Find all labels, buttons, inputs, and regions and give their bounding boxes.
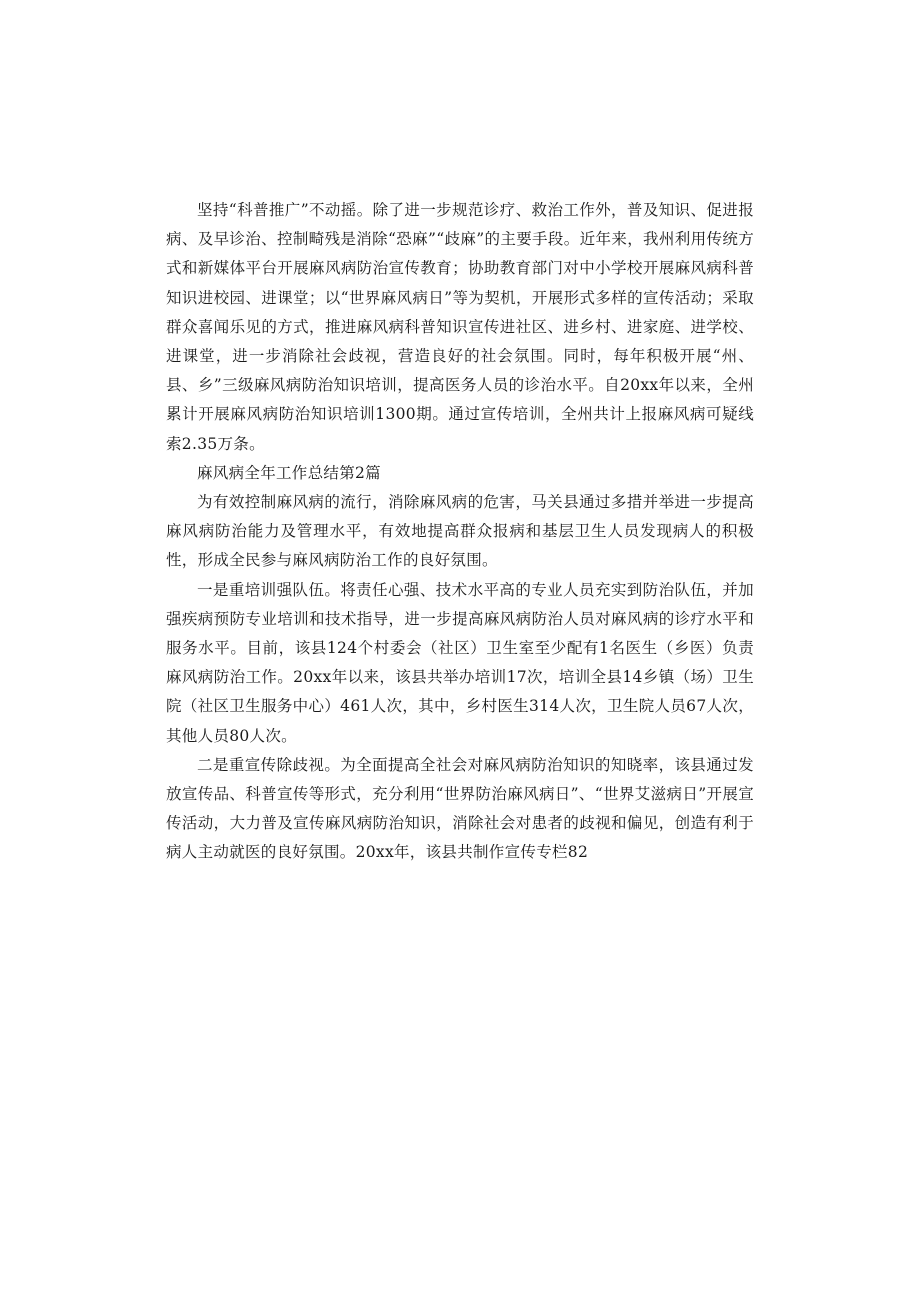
paragraph-publicity: 二是重宣传除歧视。为全面提高全社会对麻风病防治知识的知晓率，该县通过发放宣传品、科普宣传等形式，充分利用“世界防治麻风病日”、“世界艾滋病日”开展宣传活动，大力普及宣传麻风病防治知识，消除社会对患者的歧视和偏见，创造有利于病人主动就医的良好氛围。20xx年，该县共制作宣传专栏82 — [166, 755, 754, 862]
paragraph-intro: 为有效控制麻风病的流行，消除麻风病的危害，马关县通过多措并举进一步提高麻风病防治能力及管理水平，有效地提高群众报病和基层卫生人员发现病人的积极性，形成全民参与麻风病防治工作的良好氛围。 — [166, 493, 754, 570]
document-body — [166, 196, 754, 868]
section-heading: 麻风病全年工作总结第2篇 — [197, 463, 381, 482]
paragraph-science-promotion: 坚持“科普推广”不动摇。除了进一步规范诊疗、救治工作外，普及知识、促进报病、及早诊治、控制畸残是消除“恐麻”“歧麻”的主要手段。近年来，我州利用传统方式和新媒体平台开展麻风病防治宣传教育；协助教育部门对中小学校开展麻风病科普知识进校园、进课堂；以“世界麻风病日”等为契机，开展形式多样的宣传活动；采取群众喜闻乐见的方式，推进麻风病科普知识宣传进社区、进乡村、进家庭、进学校、进课堂，进一步消除社会歧视，营造良好的社会氛围。同时，每年积极开展“州、县、乡”三级麻风病防治知识培训，提高医务人员的诊治水平。自20xx年以来，全州累计开展麻风病防治知识培训1300期。通过宣传培训，全州共计上报麻风病可疑线索2.35万条。 — [166, 201, 754, 453]
paragraph-training: 一是重培训强队伍。将责任心强、技术水平高的专业人员充实到防治队伍，并加强疾病预防专业培训和技术指导，进一步提高麻风病防治人员对麻风病的诊疗水平和服务水平。目前，该县124个村委会（社区）卫生室至少配有1名医生（乡医）负责麻风病防治工作。20xx年以来，该县共举办培训17次，培训全县14乡镇（场）卫生院（社区卫生服务中心）461人次，其中，乡村医生314人次，卫生院人员67人次，其他人员80人次。 — [166, 580, 754, 745]
